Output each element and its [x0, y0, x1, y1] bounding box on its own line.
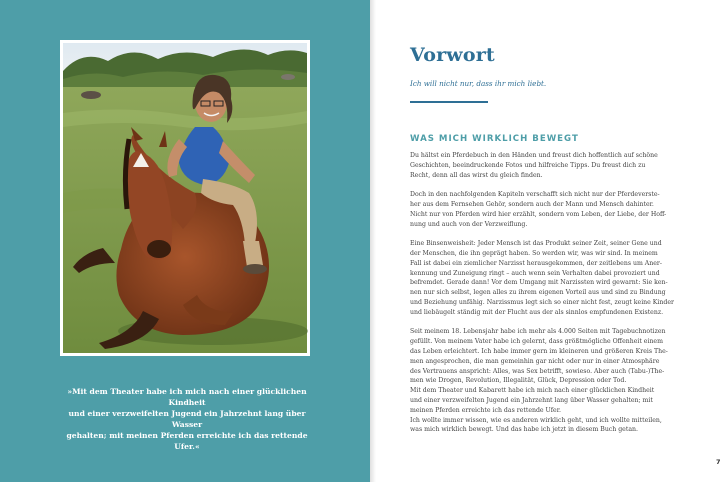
text-line: und Beziehung unfähig. Narzissmus legt sich so einer nicht fest, zeugt keine Kinder: [410, 298, 674, 306]
text-line: Geschichten, beeindruckende Fotos und hilfreiche Tipps. Du freust dich zu: [410, 161, 646, 169]
text-line: Recht, denn all das wirst du gleich finden.: [410, 171, 543, 179]
text-line: Mit dem Theater und Kabarett habe ich mich nach einer glücklichen Kindheit: [410, 387, 655, 395]
text-line: der Menschen, die ihn geprägt haben. So werden wir, was wir sind. In meinem: [410, 249, 658, 257]
quote-line: »Mit dem Theater habe ich mich nach einer glücklichen Kindheit: [67, 387, 307, 407]
text-line: und liebäugelt ständig mit der Flucht aus der als sinnlos empfundenen Existenz.: [410, 308, 664, 316]
body-text: [410, 151, 674, 445]
text-line: men angesprochen, die man gemeinhin gar nicht oder nur in einer Atmosphäre: [410, 357, 660, 365]
page-number: 7: [716, 458, 721, 466]
text-line: Seit meinem 18. Lebensjahr habe ich mehr als 4.000 Seiten mit Tagebuchnotizen: [410, 328, 666, 336]
text-line: nung und auch von der Verzweiflung.: [410, 220, 528, 228]
title-divider: [410, 101, 488, 103]
text-line: Eine Binsenweisheit: Jeder Mensch ist das Produkt seiner Zeit, seiner Gene und: [410, 240, 662, 248]
text-line: und einer verzweifelten Jugend ein Jahrzehnt lang über Wasser gehalten; mit: [410, 396, 653, 404]
quote-line: und einer verzweifelten Jugend ein Jahrzehnt lang über Wasser: [68, 409, 306, 429]
text-line: gefüllt. Von meinem Vater habe ich gelernt, dass größtmögliche Offenheit einem: [410, 338, 663, 346]
right-page: [376, 0, 720, 482]
page-title: Vorwort: [410, 44, 495, 66]
paragraph: [410, 239, 674, 317]
text-line: meinen Pferden erreichte ich das rettende Ufer.: [410, 406, 561, 414]
text-line: das Leben erleichtert. Ich habe immer gern im kleineren und größeren Kreis The-: [410, 347, 668, 355]
text-line: Ich wollte immer wissen, wie es anderen wirklich geht, und ich wollte mitteilen,: [410, 416, 662, 424]
text-line: Doch in den nachfolgenden Kapiteln verschafft sich nicht nur der Pferdeverste-: [410, 191, 660, 199]
horse-photo: [63, 43, 307, 353]
text-line: men wie Drogen, Revolution, Illegalität, Glück, Depression oder Tod.: [410, 377, 627, 385]
section-heading: WAS MICH WIRKLICH BEWEGT: [410, 134, 579, 144]
text-line: Fall ist dabei ein ziemlicher Narzisst herausgekommen, der zeitlebens um Aner-: [410, 259, 662, 267]
page-subtitle: Ich will nicht nur, dass ihr mich liebt.: [410, 79, 547, 88]
text-line: her aus dem Fernsehen Gehör, sondern auch der Mann und Mensch dahinter.: [410, 200, 654, 208]
text-line: befremdet. Gerade dann! Vor dem Umgang mit Narzissten wird gewarnt: Sie ken-: [410, 279, 668, 287]
paragraph: [410, 190, 667, 229]
paragraph: [410, 327, 668, 435]
photo-frame: [60, 40, 310, 356]
text-line: kennung und Zuneigung ringt – auch wenn sein Verhalten dabei provoziert und: [410, 269, 660, 277]
text-line: des Vertrauens anspricht: Alles, was Sex betrifft, sowieso. Aber auch (Tabu-)The-: [410, 367, 665, 375]
pull-quote: [58, 386, 316, 452]
text-line: nen nur sich selbst, legen alles zu ihrem eigenen Vorteil aus und sind zu Bindung: [410, 289, 666, 297]
paragraph: [410, 151, 658, 180]
quote-line: gehalten; mit meinen Pferden erreichte ich das rettende Ufer.«: [66, 431, 308, 451]
text-line: was mich wirklich bewegt. Und das habe ich jetzt in diesem Buch getan.: [410, 426, 638, 434]
text-line: Nicht nur von Pferden wird hier erzählt, sondern vom Leben, der Liebe, der Hoff-: [410, 210, 667, 218]
text-line: Du hältst ein Pferdebuch in den Händen und freust dich hoffentlich auf schöne: [410, 152, 658, 159]
